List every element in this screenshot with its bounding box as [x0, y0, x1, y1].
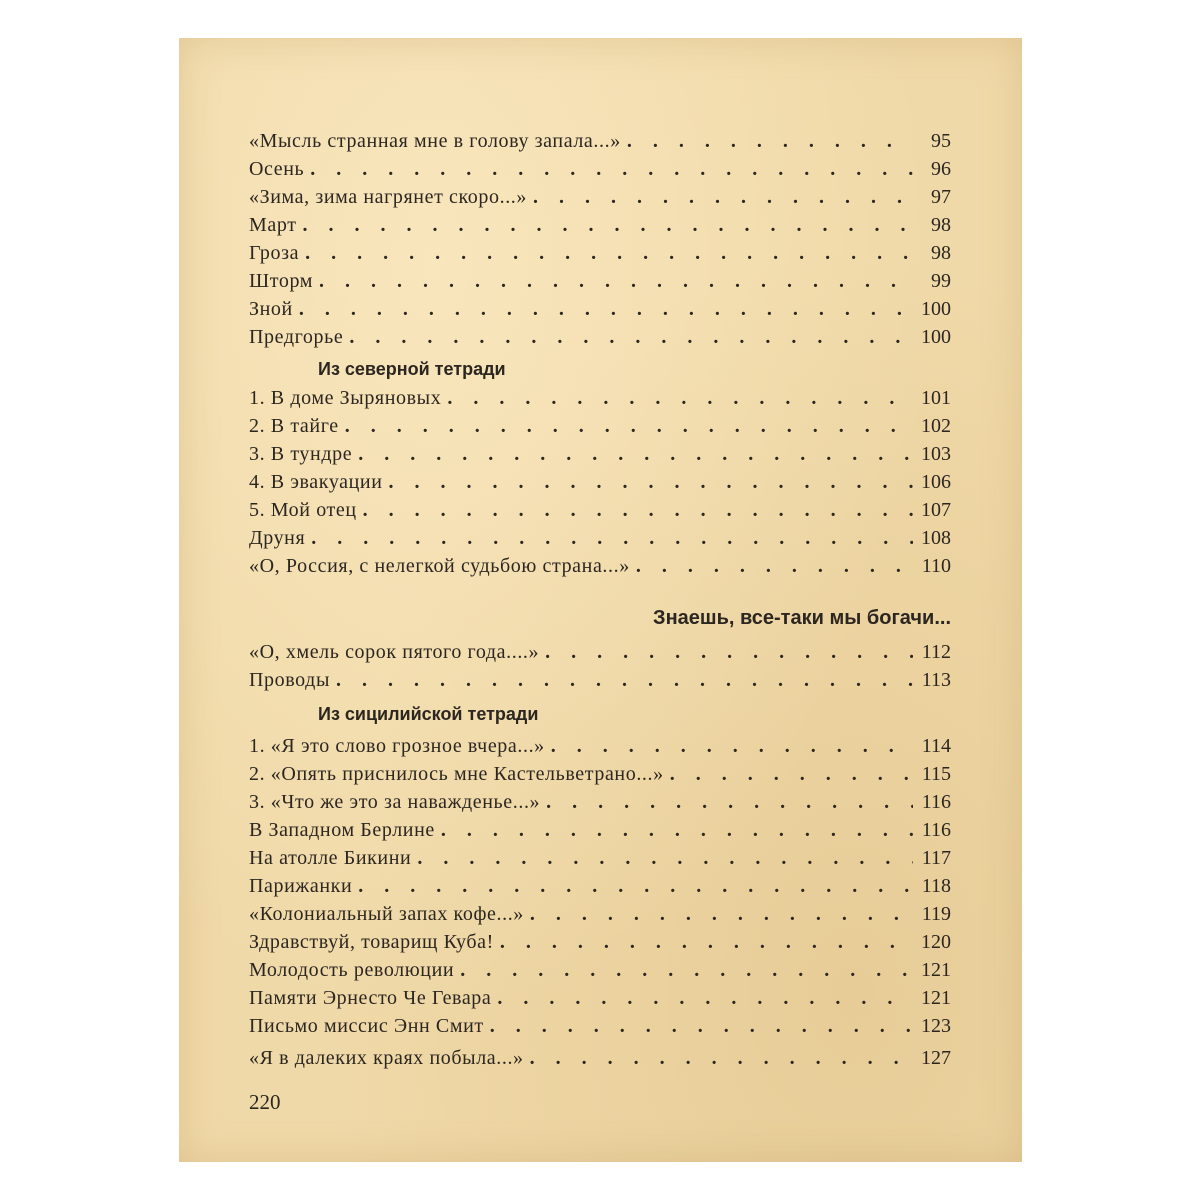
entry-title: Письмо миссис Энн Смит: [249, 1015, 484, 1037]
toc-entry: [249, 984, 951, 1012]
toc-entry: [249, 412, 951, 440]
entry-page: 121: [921, 987, 951, 1009]
entry-title: «Я в далеких краях побыла...»: [249, 1047, 524, 1069]
entry-page: 123: [921, 1015, 951, 1037]
toc-entry: [249, 211, 951, 239]
entry-title: «Мысль странная мне в голову запала...»: [249, 130, 621, 152]
dot-leader: [336, 666, 913, 694]
dot-leader: [447, 384, 913, 412]
entry-page: 97: [931, 186, 951, 208]
entry-title: «О, хмель сорок пятого года....»: [249, 641, 540, 663]
entry-page: 115: [921, 763, 951, 785]
entry-page: 118: [921, 875, 951, 897]
entry-title: Зной: [249, 298, 293, 320]
dot-leader: [670, 760, 913, 788]
entry-title: Март: [249, 214, 297, 236]
dot-leader: [530, 1044, 913, 1072]
dot-leader: [303, 211, 913, 239]
toc-entry: [249, 928, 951, 956]
toc-entry: [249, 732, 951, 760]
dot-leader: [299, 295, 913, 323]
entry-title: Предгорье: [249, 326, 344, 348]
entry-page: 110: [921, 555, 951, 577]
entry-title: 1. В доме Зыряновых: [249, 387, 442, 409]
dot-leader: [530, 900, 913, 928]
entry-page: 96: [931, 158, 951, 180]
entry-page: 119: [921, 903, 951, 925]
dot-leader: [363, 496, 913, 524]
entry-title: Гроза: [249, 242, 300, 264]
entry-page: 116: [921, 819, 951, 841]
dot-leader: [358, 872, 913, 900]
entry-title: 3. «Что же это за наважденье...»: [249, 791, 541, 813]
entry-page: 107: [921, 499, 951, 521]
toc-entry: [249, 468, 951, 496]
entry-page: 100: [921, 326, 951, 348]
toc-entry: [249, 1044, 951, 1072]
entry-page: 112: [921, 641, 951, 663]
toc-entry: [249, 844, 951, 872]
entry-title: «Зима, зима нагрянет скоро...»: [249, 186, 527, 208]
entry-title: 5. Мой отец: [249, 499, 357, 521]
toc-entry: [249, 900, 951, 928]
entry-page: 117: [921, 847, 951, 869]
entry-title: Осень: [249, 158, 305, 180]
dot-leader: [345, 412, 913, 440]
entry-page: 100: [921, 298, 951, 320]
entry-page: 95: [931, 130, 951, 152]
section-heading: Знаешь, все-таки мы богачи...: [653, 607, 951, 629]
dot-leader: [546, 788, 913, 816]
toc-entry: [249, 440, 951, 468]
subsection-heading-sicilian: Из сицилийской тетради: [318, 704, 539, 724]
entry-title: Здравствуй, товарищ Куба!: [249, 931, 494, 953]
dot-leader: [349, 323, 913, 351]
toc-entry: [249, 496, 951, 524]
entry-title: 3. В тундре: [249, 443, 353, 465]
dot-leader: [441, 816, 913, 844]
toc-entry: [249, 638, 951, 666]
entry-title: 2. В тайге: [249, 415, 339, 437]
entry-title: Парижанки: [249, 875, 353, 897]
toc-entry: [249, 760, 951, 788]
dot-leader: [636, 552, 913, 580]
page-number: 220: [249, 1090, 281, 1114]
dot-leader: [417, 844, 913, 872]
toc-entry: [249, 323, 951, 351]
entry-page: 120: [921, 931, 951, 953]
entry-title: Молодость революции: [249, 959, 455, 981]
dot-leader: [305, 239, 913, 267]
entry-title: Проводы: [249, 669, 330, 691]
entry-page: 101: [921, 387, 951, 409]
entry-title: «О, Россия, с нелегкой судьбою страна...»: [249, 555, 630, 577]
toc-entry: [249, 267, 951, 295]
toc-entry: [249, 155, 951, 183]
toc-entry: [249, 127, 951, 155]
entry-page: 102: [921, 415, 951, 437]
dot-leader: [497, 984, 913, 1012]
toc-entry: [249, 183, 951, 211]
entry-page: 108: [921, 527, 951, 549]
dot-leader: [389, 468, 913, 496]
entry-title: 4. В эвакуации: [249, 471, 383, 493]
subsection-heading-northern: Из северной тетради: [318, 359, 506, 379]
entry-title: Шторм: [249, 270, 314, 292]
dot-leader: [533, 183, 913, 211]
entry-title: 2. «Опять приснилось мне Кастельветрано...»: [249, 763, 664, 785]
dot-leader: [545, 638, 913, 666]
toc-entry: [249, 384, 951, 412]
toc-entry: [249, 788, 951, 816]
entry-page: 99: [931, 270, 951, 292]
entry-page: 116: [921, 791, 951, 813]
entry-page: 113: [921, 669, 951, 691]
entry-page: 127: [921, 1047, 951, 1069]
dot-leader: [310, 155, 913, 183]
entry-title: В Западном Берлине: [249, 819, 435, 841]
entry-page: 121: [921, 959, 951, 981]
entry-title: 1. «Я это слово грозное вчера...»: [249, 735, 545, 757]
entry-title: «Колониальный запах кофе...»: [249, 903, 524, 925]
entry-title: На атолле Бикини: [249, 847, 412, 869]
book-page: [179, 38, 1022, 1162]
entry-page: 103: [921, 443, 951, 465]
toc-entry: [249, 666, 951, 694]
dot-leader: [311, 524, 913, 552]
toc-entry: [249, 239, 951, 267]
entry-title: Друня: [249, 527, 306, 549]
entry-title: Памяти Эрнесто Че Гевара: [249, 987, 492, 1009]
toc-entry: [249, 524, 951, 552]
entry-page: 98: [931, 242, 951, 264]
entry-page: 106: [921, 471, 951, 493]
toc-entry: [249, 956, 951, 984]
entry-page: 114: [921, 735, 951, 757]
dot-leader: [627, 127, 913, 155]
toc-entry: [249, 816, 951, 844]
toc-entry: [249, 872, 951, 900]
dot-leader: [358, 440, 913, 468]
toc-entry: [249, 295, 951, 323]
toc-entry: [249, 552, 951, 580]
dot-leader: [490, 1012, 913, 1040]
dot-leader: [500, 928, 913, 956]
dot-leader: [319, 267, 913, 295]
dot-leader: [551, 732, 913, 760]
dot-leader: [460, 956, 913, 984]
entry-page: 98: [931, 214, 951, 236]
toc-entry: [249, 1012, 951, 1040]
